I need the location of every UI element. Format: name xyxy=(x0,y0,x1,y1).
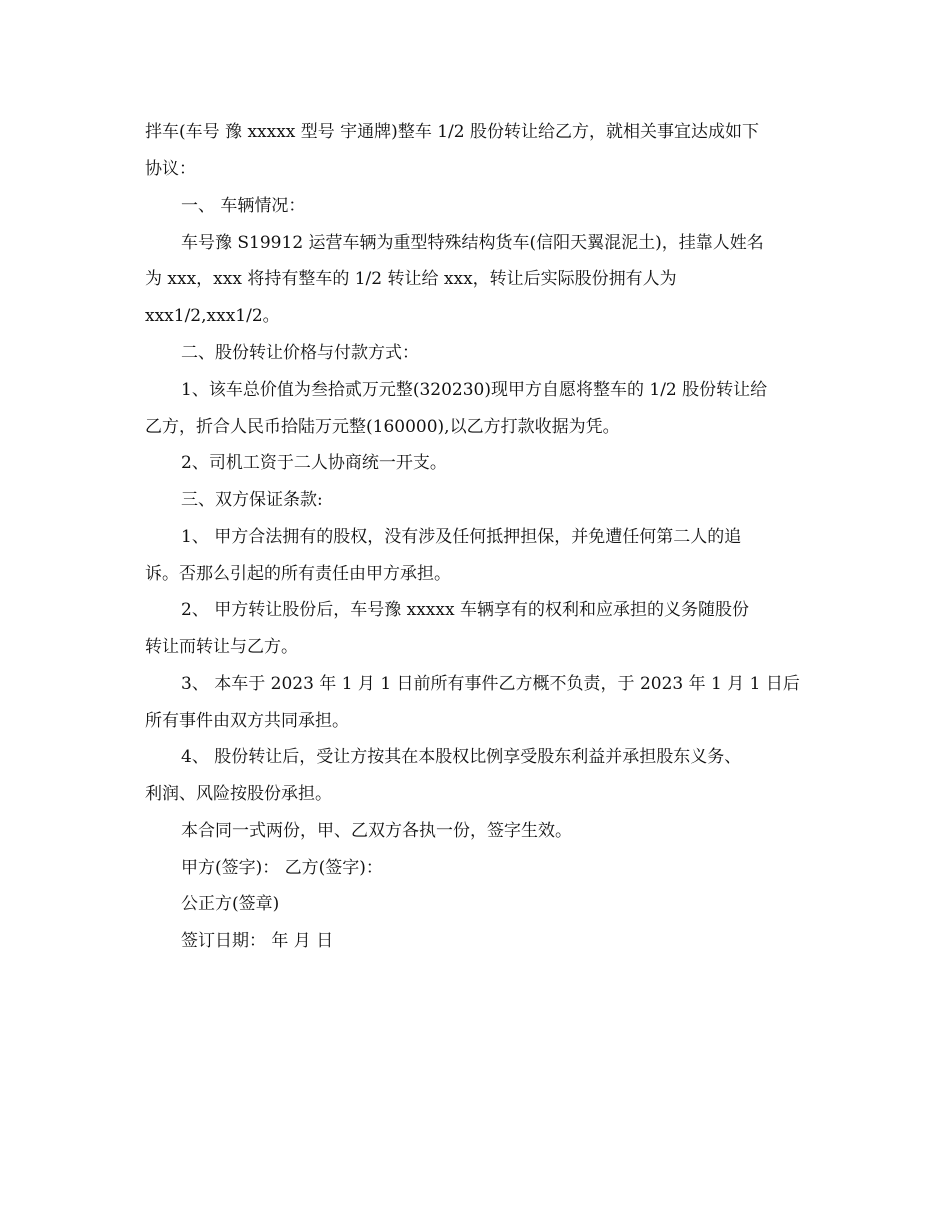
guarantee-item-4-line-1: 4、 股份转让后，受让方按其在本股权比例享受股东利益并承担股东义务、 xyxy=(181,747,742,767)
section-heading-vehicle: 一、 车辆情况： xyxy=(181,196,306,216)
price-item-1-line-1: 1、该车总价值为叁拾贰万元整(320230)现甲方自愿将整车的 1/2 股份转让给 xyxy=(181,380,768,400)
intro-line-1: 拌车(车号 豫 xxxxx 型号 宇通牌)整车 1/2 股份转让给乙方，就相关事宜达成如下 xyxy=(145,122,759,142)
vehicle-para-line-2: 为 xxx，xxx 将持有整车的 1/2 转让给 xxx，转让后实际股份拥有人为 xyxy=(145,269,677,289)
price-item-1-line-2: 乙方，折合人民币拾陆万元整(160000),以乙方打款收据为凭。 xyxy=(145,417,620,437)
section-heading-guarantee: 三、双方保证条款: xyxy=(181,490,323,510)
guarantee-item-1-line-1: 1、 甲方合法拥有的股权，没有涉及任何抵押担保，并免遭任何第二人的追 xyxy=(181,527,742,547)
guarantee-item-4-line-2: 利润、风险按股份承担。 xyxy=(145,784,332,804)
guarantee-item-3-line-2: 所有事件由双方共同承担。 xyxy=(145,711,349,731)
signing-date: 签订日期： 年 月 日 xyxy=(181,931,334,951)
copies-clause: 本合同一式两份，甲、乙双方各执一份，签字生效。 xyxy=(181,821,572,841)
intro-line-2: 协议： xyxy=(145,159,196,179)
signature-parties: 甲方(签字)： 乙方(签字)： xyxy=(181,858,383,878)
vehicle-para-line-3: xxx1/2,xxx1/2。 xyxy=(145,306,280,326)
section-heading-price: 二、股份转让价格与付款方式： xyxy=(181,343,419,363)
guarantee-item-1-line-2: 诉。否那么引起的所有责任由甲方承担。 xyxy=(145,564,451,584)
guarantee-item-2-line-1: 2、 甲方转让股份后，车号豫 xxxxx 车辆享有的权利和应承担的义务随股份 xyxy=(181,600,749,620)
guarantee-item-2-line-2: 转让而转让与乙方。 xyxy=(145,637,298,657)
guarantee-item-3-line-1: 3、 本车于 2023 年 1 月 1 日前所有事件乙方概不负责，于 2023 年 1 月 1 日后 xyxy=(181,674,800,694)
notary-signature: 公正方(签章) xyxy=(181,894,280,914)
vehicle-para-line-1: 车号豫 S19912 运营车辆为重型特殊结构货车(信阳天翼混泥土)，挂靠人姓名 xyxy=(181,233,764,253)
price-item-2: 2、司机工资于二人协商统一开支。 xyxy=(181,453,447,473)
